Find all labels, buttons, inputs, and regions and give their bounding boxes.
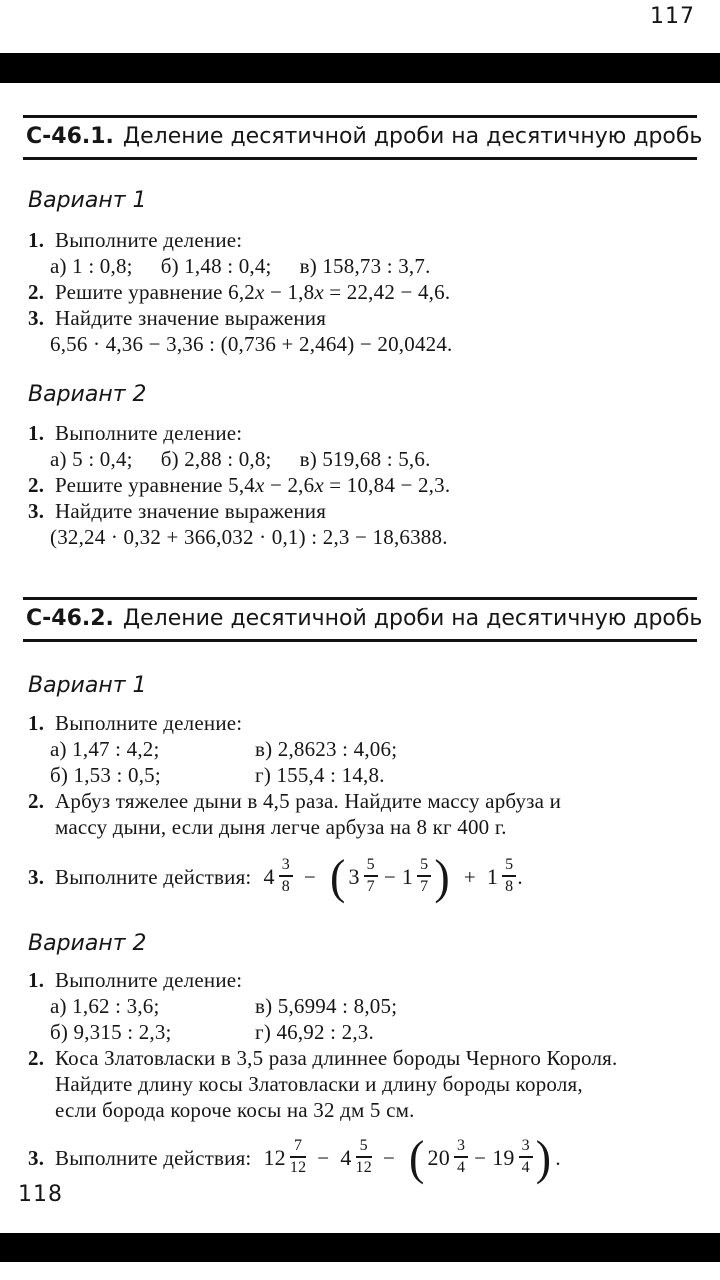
problem-number: 3. (28, 499, 45, 523)
fraction-expression (55, 1131, 700, 1185)
problem (28, 420, 700, 446)
denominator: 12 (355, 1158, 372, 1176)
subitem-v: в) 2,8623 : 4,06; (255, 737, 398, 761)
numerator: 5 (502, 856, 516, 877)
period: . (517, 864, 523, 889)
numerator: 5 (364, 856, 378, 877)
page-number-top: 117 (650, 4, 695, 29)
word-problem-line: Коса Златовласки в 3,5 раза длиннее бороды Черного Короля. (55, 1046, 618, 1070)
subitem-b: б) 9,315 : 2,3; (50, 1020, 172, 1044)
mixed-number (402, 857, 431, 896)
whole-part: 1 (486, 863, 499, 889)
problem-number: 2. (28, 789, 45, 813)
problem-number: 1. (28, 228, 45, 252)
subitem-v: в) 5,6994 : 8,05; (255, 994, 398, 1018)
operator-minus: − (303, 864, 316, 889)
variable-x: x (254, 473, 265, 497)
period: . (555, 1145, 561, 1170)
subitem-a: а) 5 : 0,4; (50, 447, 133, 471)
equation-term: = 10,84 − 2,3. (323, 473, 451, 497)
numerator: 3 (519, 1137, 533, 1158)
subitems-row (50, 253, 720, 279)
problem (28, 1045, 700, 1123)
subitem-b: б) 1,48 : 0,4; (160, 254, 272, 278)
section-header-c46-1 (23, 115, 703, 160)
mixed-number (263, 1138, 306, 1177)
equation-term: − 1,8 (264, 280, 315, 304)
problem (28, 498, 700, 524)
fraction (454, 1137, 468, 1176)
problem-text: Выполните деление: (55, 228, 243, 252)
word-problem-line: если борода короче косы на 32 дм 5 см. (55, 1098, 415, 1122)
section-header-c46-2 (23, 597, 703, 642)
operator-minus: − (383, 864, 396, 889)
denominator: 4 (456, 1158, 466, 1176)
word-problem-line: массу дыни, если дыня легче арбуза на 8 кг 400 г. (55, 815, 507, 839)
mixed-number (263, 857, 292, 896)
equation-prefix: Решите уравнение (55, 473, 229, 497)
word-problem-text (55, 788, 700, 840)
word-problem-text (55, 1045, 700, 1123)
problem-fractions (28, 848, 700, 906)
variable-x: x (254, 280, 265, 304)
whole-part: 20 (427, 1144, 450, 1170)
denominator: 7 (366, 877, 375, 895)
equation-text (55, 472, 700, 498)
close-paren: ) (434, 850, 450, 904)
operator-minus: − (317, 1145, 330, 1170)
close-paren: ) (535, 1131, 552, 1185)
mixed-number (428, 1138, 469, 1177)
expression-prefix: Выполните действия: (55, 1145, 252, 1170)
fraction (519, 1137, 533, 1176)
variant-2-label: Вариант 2 (28, 931, 147, 956)
problem (28, 967, 700, 993)
denominator: 4 (521, 1158, 530, 1176)
problem (28, 472, 700, 498)
subitem-v: в) 519,68 : 5,6. (299, 447, 431, 471)
operator-minus: − (382, 1145, 395, 1170)
word-problem-line: Найдите длину косы Златовласки и длину бороды короля, (55, 1072, 583, 1096)
variant-1-label: Вариант 1 (28, 673, 147, 698)
fraction (417, 856, 431, 895)
fraction-expression (55, 850, 700, 904)
problem-number: 1. (28, 421, 45, 445)
fraction (364, 856, 378, 895)
mixed-number (348, 857, 377, 896)
problem (28, 788, 700, 840)
subitem-b: б) 2,88 : 0,8; (160, 447, 272, 471)
equation-prefix: Решите уравнение (55, 280, 229, 304)
subitems-grid (50, 993, 720, 1045)
fraction (279, 856, 293, 895)
whole-part: 1 (401, 863, 414, 889)
problem-number: 3. (28, 1146, 45, 1170)
whole-part: 12 (263, 1144, 286, 1170)
problem-number: 2. (28, 280, 45, 304)
problem-text: Выполните деление: (55, 421, 243, 445)
denominator: 12 (289, 1158, 307, 1176)
problem-text: Найдите значение выражения (55, 499, 327, 523)
page-number-bottom: 118 (18, 1182, 63, 1207)
denominator: 7 (420, 877, 429, 895)
variable-x: x (314, 280, 324, 304)
operator-minus: − (474, 1145, 487, 1170)
subitem-a: а) 1,47 : 4,2; (50, 737, 160, 761)
expression-prefix: Выполните действия: (55, 864, 252, 889)
equation-term: 6,2 (228, 280, 255, 304)
problem-text: Выполните деление: (55, 968, 243, 992)
numerator: 7 (290, 1137, 306, 1158)
equation-term: 5,4 (228, 473, 255, 497)
variant-1-label: Вариант 1 (28, 188, 147, 213)
numerator: 3 (279, 856, 293, 877)
variant-2-label: Вариант 2 (28, 382, 147, 407)
variable-x: x (314, 473, 324, 497)
problem-number: 1. (28, 711, 45, 735)
problem-fractions (28, 1129, 700, 1187)
numerator: 3 (454, 1137, 468, 1158)
subitems-row (50, 446, 720, 472)
whole-part: 3 (348, 863, 360, 889)
problem-number: 3. (28, 865, 45, 889)
subitem-g: г) 46,92 : 2,3. (255, 1020, 374, 1044)
open-paren: ( (409, 1131, 425, 1185)
problem (28, 279, 700, 305)
denominator: 8 (281, 877, 290, 895)
expression-line: (32,24 · 0,32 + 366,032 · 0,1) : 2,3 − 18,6388. (50, 525, 448, 549)
whole-part: 19 (492, 1144, 515, 1170)
subitem-g: г) 155,4 : 14,8. (255, 763, 385, 787)
problem-text: Выполните деление: (55, 711, 243, 735)
problem-number: 2. (28, 1046, 45, 1070)
subitem-v: в) 158,73 : 3,7. (299, 254, 431, 278)
mixed-number (487, 857, 516, 896)
problem-number: 3. (28, 306, 45, 330)
denominator: 8 (505, 877, 514, 895)
subitem-a: а) 1 : 0,8; (50, 254, 133, 278)
numerator: 5 (356, 1137, 372, 1158)
expression-line: 6,56 · 4,36 − 3,36 : (0,736 + 2,464) − 20,0424. (50, 332, 453, 356)
open-paren: ( (329, 850, 346, 904)
whole-part: 4 (263, 863, 275, 889)
numerator: 5 (417, 856, 431, 877)
whole-part: 4 (340, 1144, 352, 1170)
problem-number: 2. (28, 473, 45, 497)
subitems-grid (50, 736, 720, 788)
subitem-b: б) 1,53 : 0,5; (50, 763, 161, 787)
section-title: Деление десятичной дроби на десятичную дробь (122, 606, 703, 631)
equation-text (55, 279, 700, 305)
word-problem-line: Арбуз тяжелее дыни в 4,5 раза. Найдите массу арбуза и (55, 789, 562, 813)
mixed-number (492, 1138, 533, 1177)
fraction (356, 1137, 372, 1176)
fraction (290, 1137, 306, 1176)
problem (28, 305, 700, 331)
section-title: Деление десятичной дроби на десятичную дробь (122, 124, 703, 149)
problem-text: Найдите значение выражения (55, 306, 327, 330)
letterbox-bar-bottom (0, 1233, 720, 1262)
problem (28, 710, 700, 736)
problem (28, 227, 700, 253)
mixed-number (340, 1138, 372, 1177)
equation-term: − 2,6 (264, 473, 315, 497)
section-code: С-46.2. (26, 606, 114, 631)
section-code: С-46.1. (26, 124, 114, 149)
operator-plus: + (463, 864, 476, 889)
problem-number: 1. (28, 968, 45, 992)
subitem-a: а) 1,62 : 3,6; (50, 994, 160, 1018)
equation-term: = 22,42 − 4,6. (323, 280, 451, 304)
fraction (502, 856, 516, 895)
